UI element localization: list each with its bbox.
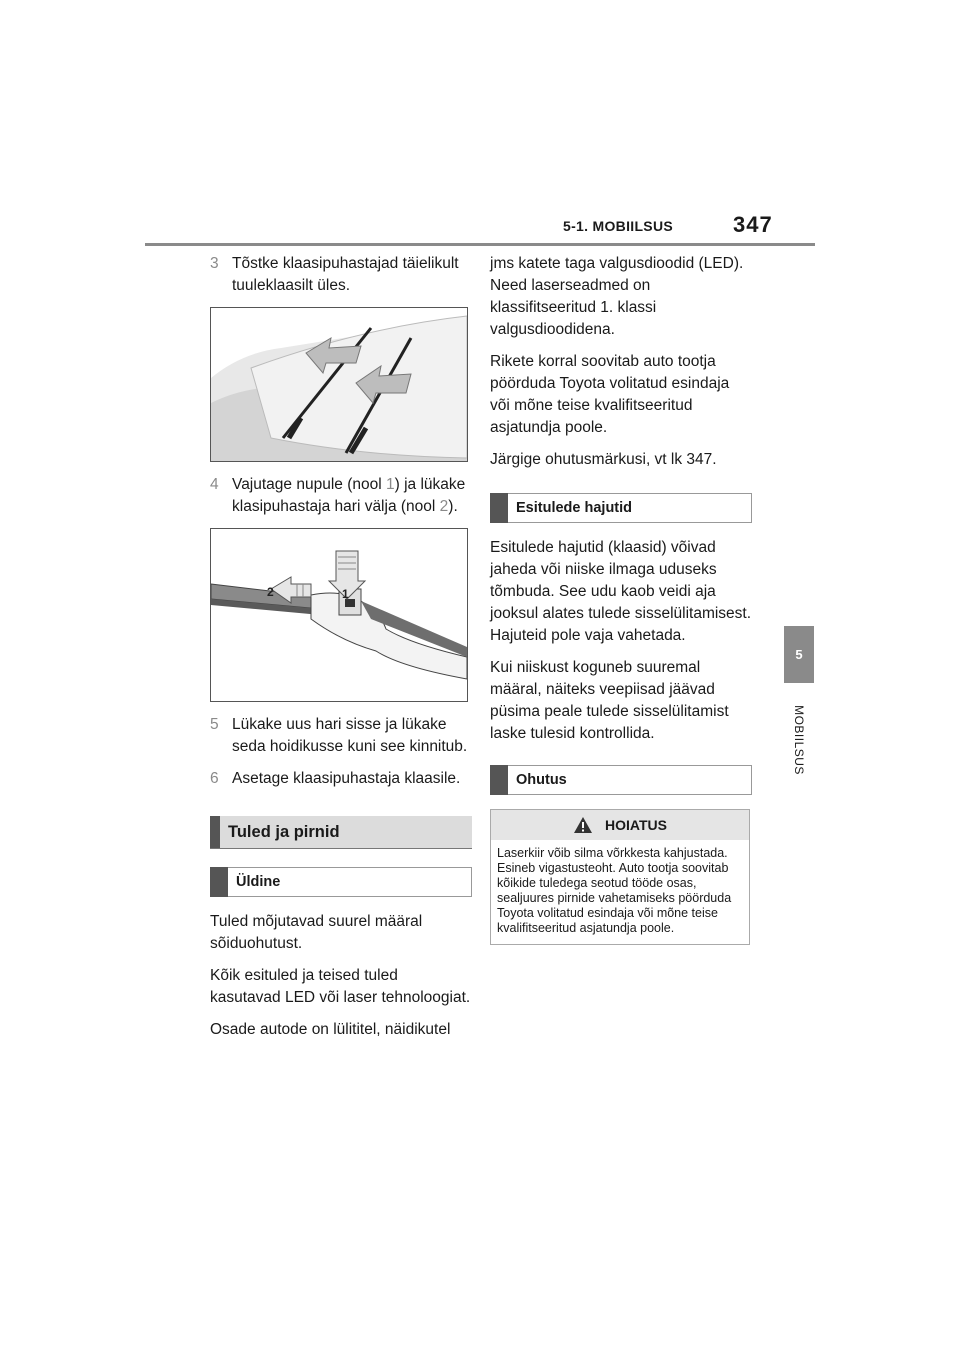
wiper-arm-drawing xyxy=(211,529,467,701)
step-number: 3 xyxy=(210,255,219,272)
heading-bar xyxy=(490,493,508,523)
heading-general xyxy=(210,867,472,897)
heading-bar xyxy=(490,765,508,795)
step-text-part: ) ja lükake klasipuhastaja hari välja (nool xyxy=(232,476,466,515)
step-6 xyxy=(210,768,472,790)
heading-bar xyxy=(210,867,228,897)
warning-triangle-icon xyxy=(573,816,593,834)
left-column xyxy=(210,253,472,1051)
step-text: Tõstke klaasipuhastajad täielikult tuuleklaasilt üles. xyxy=(232,255,459,294)
step-text: Lükake uus hari sisse ja lükake seda hoidikusse kuni see kinnitub. xyxy=(232,716,468,755)
step-number: 5 xyxy=(210,716,219,733)
right-column xyxy=(490,253,752,945)
heading-headlight-lenses xyxy=(490,493,752,523)
arrow-label-1: 1 xyxy=(342,587,349,601)
arrow-ref-2: 2 xyxy=(439,498,449,515)
paragraph: Rikete korral soovitab auto tootja pöörduda Toyota volitatud esindaja või mõne teise kvalifitseeritud asjatundja poole. xyxy=(490,353,730,436)
step-text: Asetage klaasipuhastaja klaasile. xyxy=(232,770,461,787)
step-4 xyxy=(210,474,472,518)
heading-text: Üldine xyxy=(236,874,281,890)
paragraph: Tuled mõjutavad suurel määral sõiduohutust. xyxy=(210,913,423,952)
step-text-part: ). xyxy=(448,498,458,515)
step-5 xyxy=(210,714,472,758)
chapter-tab: 5 xyxy=(784,626,814,683)
step-text xyxy=(232,474,472,518)
paragraph: Esitulede hajutid (klaasid) võivad jaheda või niiske ilmaga uduseks tõmbuda. See udu kaob veidi aja jooksul alates tulede sisselülitamisest. Hajuteid pole vaja vahetada. xyxy=(490,539,752,644)
heading-text: Tuled ja pirnid xyxy=(228,823,340,841)
step-number: 6 xyxy=(210,770,219,787)
heading-text: Ohutus xyxy=(516,772,567,788)
paragraph: Järgige ohutusmärkusi, vt lk 347. xyxy=(490,451,717,468)
warning-text: Laserkiir võib silma võrkkesta kahjustada. Esineb vigastusteoht. Auto tootja soovitab kõikide tuledega seotud tööde osas, sealjuures pirnide vahetamiseks pöörduda Toyota volitatud esindaja või mõne teise kvalifitseeritud asjatundja poole. xyxy=(497,846,732,935)
paragraph: Kui niiskust koguneb suuremal määral, näiteks veepiisad jäävad püsima peale tulede sisselülitamist laske tulesid kontrollida. xyxy=(490,659,729,742)
paragraph: jms katete taga valgusdioodid (LED). Need laserseadmed on klassifitseeritud 1. klassi valgusdioodidena. xyxy=(490,255,744,338)
step-number: 4 xyxy=(210,476,219,493)
chapter-label-text: MOBIILSUS xyxy=(792,705,806,775)
step-3 xyxy=(210,253,472,297)
page-number: 347 xyxy=(733,212,773,237)
heading-bar xyxy=(210,816,220,848)
heading-safety xyxy=(490,765,752,795)
wiper-raise-illustration xyxy=(210,307,468,462)
warning-title: HOIATUS xyxy=(605,817,667,833)
paragraph: Osade autode on lülititel, näidikutel xyxy=(210,1021,451,1038)
warning-header xyxy=(491,810,749,840)
wiper-release-illustration xyxy=(210,528,468,702)
header-rule xyxy=(145,243,815,246)
paragraph: Kõik esituled ja teised tuled kasutavad LED või laser tehnoloogiat. xyxy=(210,967,471,1006)
heading-lights-bulbs xyxy=(210,816,472,849)
chapter-label xyxy=(776,695,822,785)
section-title: 5-1. MOBIILSUS xyxy=(563,218,673,234)
arrow-label-2: 2 xyxy=(267,585,274,599)
heading-text: Esitulede hajutid xyxy=(516,500,633,516)
warning-box xyxy=(490,809,750,945)
windshield-wipers-drawing xyxy=(211,308,467,461)
arrow-ref-1: 1 xyxy=(385,476,395,493)
step-text-part: Vajutage nupule (nool xyxy=(232,476,386,493)
